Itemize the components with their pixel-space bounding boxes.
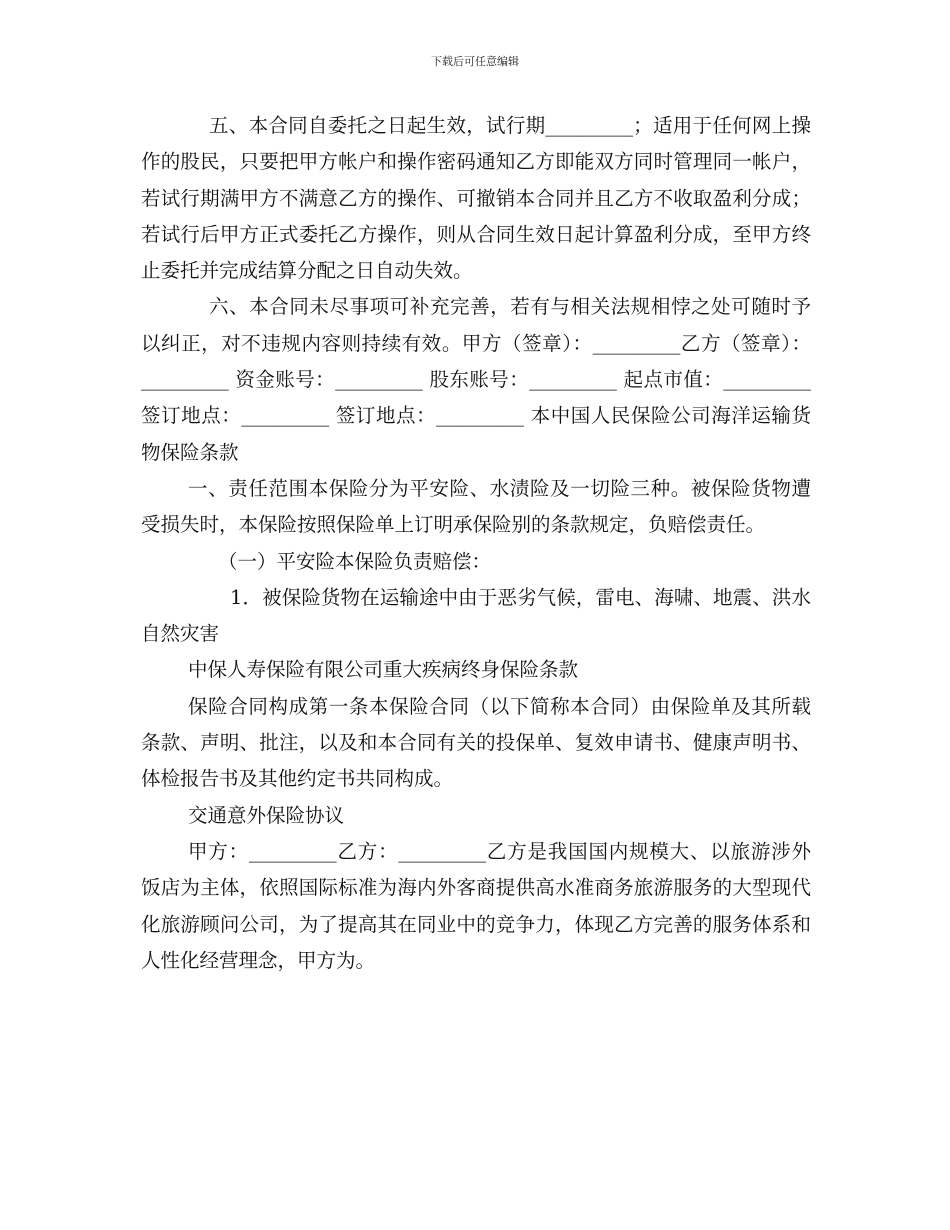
paragraph-contract-supplement: 六、本合同未尽事项可补充完善，若有与相关法规相悖之处可随时予以纠正，对不违规内容则持续有效。甲方（签章）：_________乙方（签章）：_________ 资金账号：_________ 股东账号：_________ 起点市值：_________ 签订地点：_________ 签订地点：_________ 本中国人民保险公司海洋运输货物保险条款 xyxy=(141,295,811,464)
document-body xyxy=(141,108,811,979)
paragraph-natural-disaster: 1．被保险货物在运输途中由于恶劣气候，雷电、海啸、地震、洪水自然灾害 xyxy=(141,585,811,646)
paragraph-travel-agreement: 甲方：_________乙方：_________乙方是我国国内规模大、以旅游涉外饭店为主体，依照国际标准为海内外客商提供高水准商务旅游服务的大型现代化旅游顾问公司，为了提高其在同业中的竞争力，体现乙方完善的服务体系和人性化经营理念，甲方为。 xyxy=(141,839,811,972)
paragraph-contract-composition: 保险合同构成第一条本保险合同（以下简称本合同）由保险单及其所载条款、声明、批注，以及和本合同有关的投保单、复效申请书、健康声明书、体检报告书及其他约定书共同构成。 xyxy=(141,694,811,791)
paragraph-basic-coverage: （一）平安险本保险负责赔偿： xyxy=(218,549,492,573)
paragraph-traffic-accident-title: 交通意外保险协议 xyxy=(188,803,345,827)
page-header: 下载后可任意编辑 xyxy=(431,55,519,68)
paragraph-liability-scope: 一、责任范围本保险分为平安险、水渍险及一切险三种。被保险货物遭受损失时，本保险按照保险单上订明承保险别的条款规定，负赔偿责任。 xyxy=(141,476,811,537)
paragraph-critical-illness-title: 中保人寿保险有限公司重大疾病终身保险条款 xyxy=(188,658,579,682)
paragraph-contract-effective: 五、本合同自委托之日起生效，试行期_________；适用于任何网上操作的股民，只要把甲方帐户和操作密码通知乙方即能双方同时管理同一帐户，若试行期满甲方不满意乙方的操作、可撤销本合同并且乙方不收取盈利分成；若试行后甲方正式委托乙方操作，则从合同生效日起计算盈利分成，至甲方终止委托并完成结算分配之日自动失效。 xyxy=(141,114,811,283)
